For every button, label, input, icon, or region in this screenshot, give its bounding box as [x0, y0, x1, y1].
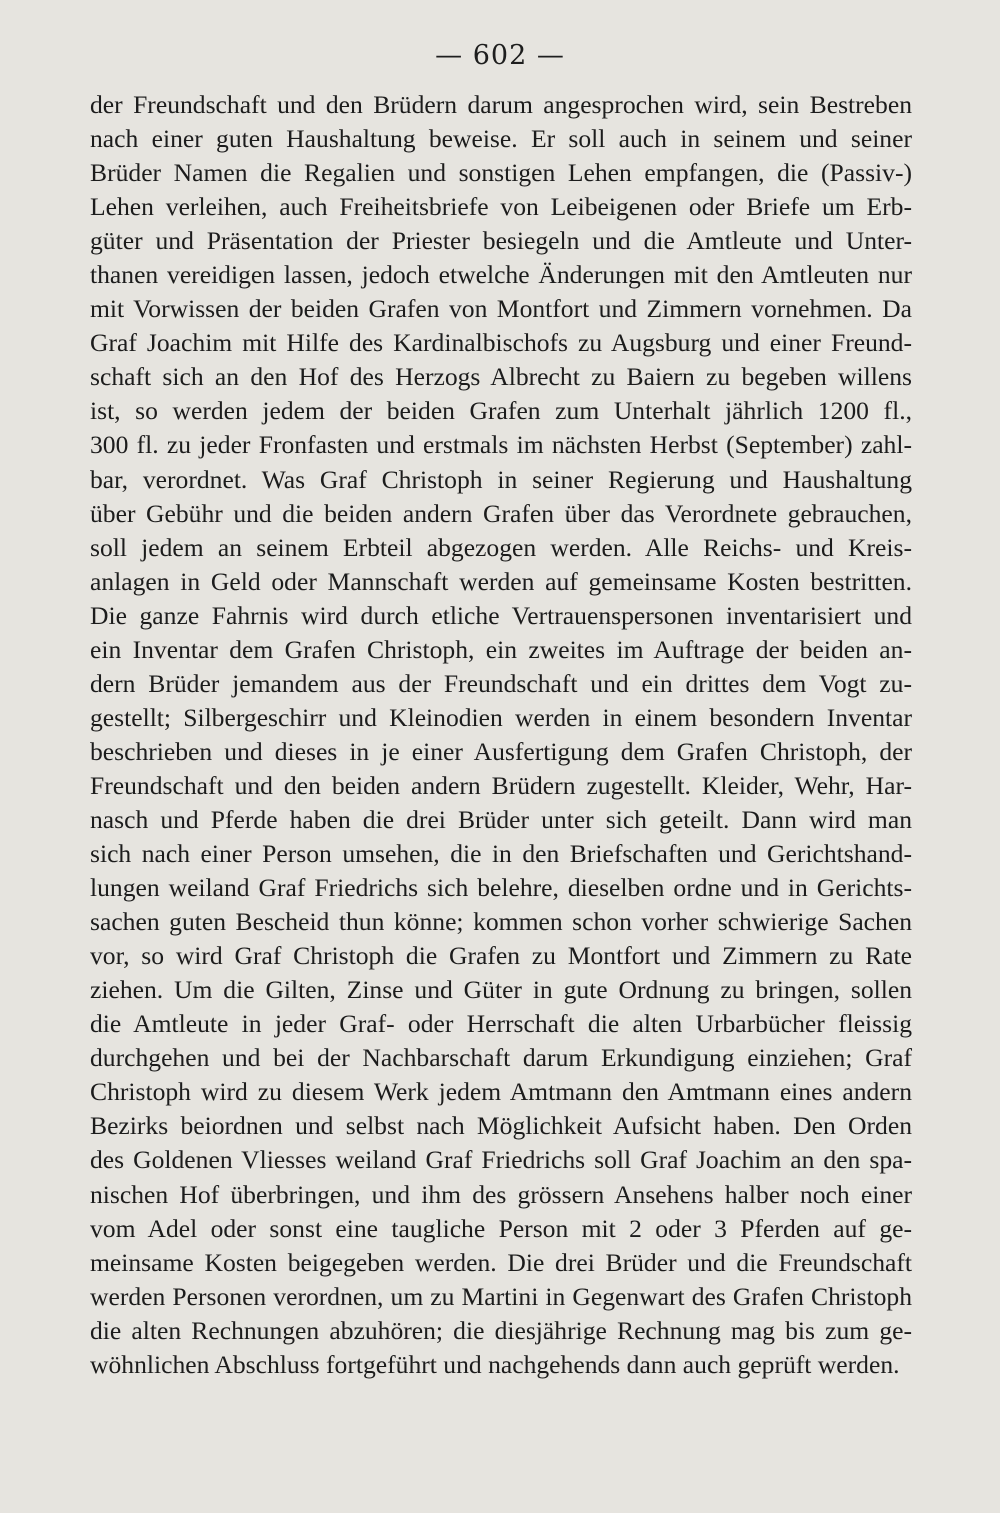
text-line: Die ganze Fahrnis wird durch etliche Vertrauenspersonen inventarisiert und	[90, 600, 912, 630]
text-line: gestellt; Silbergeschirr und Kleinodien werden in einem besondern Inventar	[90, 702, 912, 732]
text-line: Bezirks beiordnen und selbst nach Möglichkeit Aufsicht haben. Den Orden	[90, 1111, 912, 1141]
text-line: soll jedem an seinem Erbteil abgezogen werden. Alle Reichs- und Kreis-	[90, 532, 912, 562]
text-line: sachen guten Bescheid thun könne; kommen schon vorher schwierige Sachen	[90, 907, 912, 937]
text-line: der Freundschaft und den Brüdern darum angesprochen wird, sein Bestreben	[90, 90, 912, 119]
text-line: durchgehen und bei der Nachbarschaft darum Erkundigung einziehen; Graf	[90, 1043, 912, 1073]
text-line: Freundschaft und den beiden andern Brüdern zugestellt. Kleider, Wehr, Har-	[90, 770, 912, 800]
text-line: beschrieben und dieses in je einer Ausfertigung dem Grafen Christoph, der	[90, 736, 912, 766]
text-line: Graf Joachim mit Hilfe des Kardinalbischofs zu Augsburg und einer Freund-	[90, 328, 912, 358]
body-paragraph	[90, 88, 912, 1382]
text-line: anlagen in Geld oder Mannschaft werden auf gemeinsame Kosten bestritten.	[90, 566, 912, 596]
text-line: schaft sich an den Hof des Herzogs Albrecht zu Baiern zu begeben willens	[90, 362, 912, 392]
text-line: wöhnlichen Abschluss fortgeführt und nachgehends dann auch geprüft werden.	[90, 1349, 900, 1379]
text-line: nach einer guten Haushaltung beweise. Er soll auch in seinem und seiner	[90, 124, 912, 154]
text-line: thanen vereidigen lassen, jedoch etwelche Änderungen mit den Amtleuten nur	[90, 260, 912, 290]
page-number: — 602 —	[435, 40, 565, 71]
text-line: nasch und Pferde haben die drei Brüder unter sich geteilt. Dann wird man	[90, 804, 912, 834]
text-line: ziehen. Um die Gilten, Zinse und Güter in gute Ordnung zu bringen, sollen	[90, 975, 912, 1005]
text-line: sich nach einer Person umsehen, die in den Briefschaften und Gerichtshand-	[90, 839, 912, 869]
text-line: über Gebühr und die beiden andern Grafen über das Verordnete gebrauchen,	[90, 498, 912, 528]
text-line: güter und Präsentation der Priester besiegeln und die Amtleute und Unter-	[90, 226, 912, 256]
text-line: dern Brüder jemandem aus der Freundschaft und ein drittes dem Vogt zu-	[90, 668, 912, 698]
text-line: bar, verordnet. Was Graf Christoph in seiner Regierung und Haushaltung	[90, 464, 912, 494]
text-line: ein Inventar dem Grafen Christoph, ein zweites im Auftrage der beiden an-	[90, 634, 912, 664]
text-line: vor, so wird Graf Christoph die Grafen zu Montfort und Zimmern zu Rate	[90, 941, 912, 971]
text-line: die Amtleute in jeder Graf- oder Herrschaft die alten Urbarbücher fleissig	[90, 1009, 912, 1039]
text-line: des Goldenen Vliesses weiland Graf Friedrichs soll Graf Joachim an den spa-	[90, 1145, 912, 1175]
text-line: mit Vorwissen der beiden Grafen von Montfort und Zimmern vornehmen. Da	[90, 294, 912, 324]
text-line: lungen weiland Graf Friedrichs sich belehre, dieselben ordne und in Gerichts-	[90, 873, 912, 903]
text-line: die alten Rechnungen abzuhören; die diesjährige Rechnung mag bis zum ge-	[90, 1315, 912, 1345]
text-line: vom Adel oder sonst eine taugliche Person mit 2 oder 3 Pferden auf ge-	[90, 1213, 912, 1243]
text-line: meinsame Kosten beigegeben werden. Die drei Brüder und die Freundschaft	[90, 1247, 912, 1277]
text-line: ist, so werden jedem der beiden Grafen zum Unterhalt jährlich 1200 fl.,	[90, 396, 912, 426]
text-line: 300 fl. zu jeder Fronfasten und erstmals im nächsten Herbst (September) zahl-	[90, 430, 912, 460]
text-line: Brüder Namen die Regalien und sonstigen Lehen empfangen, die (Passiv-)	[90, 158, 912, 188]
text-line: Lehen verleihen, auch Freiheitsbriefe von Leibeigenen oder Briefe um Erb-	[90, 192, 912, 222]
text-line: Christoph wird zu diesem Werk jedem Amtmann den Amtmann eines andern	[90, 1077, 912, 1107]
text-line: nischen Hof überbringen, und ihm des grössern Ansehens halber noch einer	[90, 1179, 912, 1209]
text-line: werden Personen verordnen, um zu Martini in Gegenwart des Grafen Christoph	[90, 1281, 912, 1311]
